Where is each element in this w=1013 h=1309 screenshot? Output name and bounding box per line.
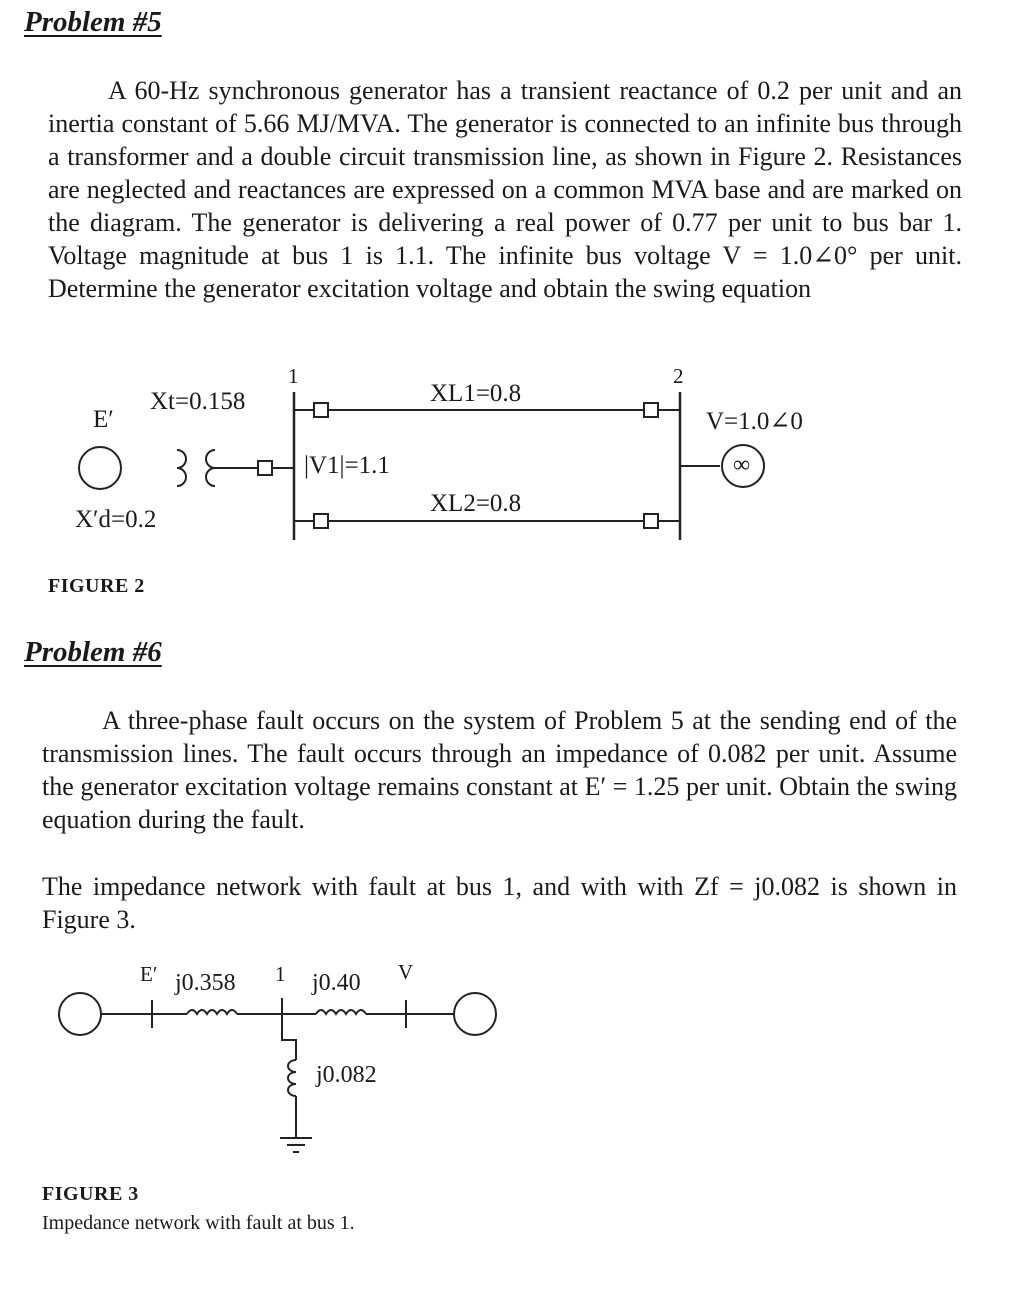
breaker xyxy=(314,403,328,417)
problem-5-body: A 60-Hz synchronous generator has a transient reactance of 0.2 per unit and an inertia constant of 5.66 MJ/MVA. The generator is connected to an infinite bus through a transformer and a double circuit transmission line, as shown in Figure 2. Resistances are neglected and reactances are expressed on a common MVA base and are marked on the diagram. The generator is delivering a real power of 0.77 per unit to bus bar 1. Voltage magnitude at bus 1 is 1.1. The infinite bus voltage V = 1.0∠0° per unit. Determine the generator excitation voltage and obtain the swing equation xyxy=(48,76,962,303)
v1-label: |V1|=1.1 xyxy=(304,452,390,479)
z1-label: j0.358 xyxy=(175,970,236,996)
generator-symbol xyxy=(79,447,121,489)
infinity-icon: ∞ xyxy=(733,452,751,478)
z2-label: j0.40 xyxy=(312,970,361,996)
e-prime-label: E′ xyxy=(140,962,158,986)
v-label: V xyxy=(398,960,414,984)
problem-6-body: A three-phase fault occurs on the system of Problem 5 at the sending end of the transmission lines. The fault occurs through an impedance of 0.082 per unit. Assume the generator excitation voltage remains constant at E′ = 1.25 per unit. Obtain the swing equation during the fault. xyxy=(42,706,957,834)
reactance-j0082 xyxy=(288,1060,296,1096)
transformer-winding-1 xyxy=(177,450,186,486)
figure-2-caption: FIGURE 2 xyxy=(48,575,145,597)
figure-3-caption: FIGURE 3 xyxy=(42,1183,139,1205)
breaker xyxy=(644,514,658,528)
problem-5-heading: Problem #5 xyxy=(24,6,162,38)
xt-label: Xt=0.158 xyxy=(150,388,246,415)
breaker xyxy=(314,514,328,528)
problem-6-network-text: The impedance network with fault at bus 1, and with with Zf = j0.082 is shown in Figure 3. xyxy=(42,872,957,934)
problem-6-text xyxy=(42,704,957,836)
v-infinite-label: V=1.0∠0 xyxy=(706,408,803,435)
figure-3-subcaption: Impedance network with fault at bus 1. xyxy=(42,1212,355,1234)
bus-2-label: 2 xyxy=(673,364,684,388)
generator-symbol xyxy=(59,993,101,1035)
xl2-label: XL2=0.8 xyxy=(430,490,522,517)
problem-6-heading: Problem #6 xyxy=(24,636,162,668)
xd-label: X′d=0.2 xyxy=(75,506,157,533)
reactance-j0358 xyxy=(187,1010,237,1014)
transformer-winding-2 xyxy=(206,450,215,486)
xl1-label: XL1=0.8 xyxy=(430,380,522,407)
bus-1-label: 1 xyxy=(288,364,299,388)
breaker xyxy=(644,403,658,417)
zf-label: j0.082 xyxy=(316,1062,377,1088)
breaker xyxy=(258,461,272,475)
figure-3-diagram xyxy=(59,993,496,1152)
infinite-bus-symbol xyxy=(454,993,496,1035)
reactance-j040 xyxy=(316,1010,366,1014)
e-prime-label: E′ xyxy=(93,406,114,433)
bus-1-label: 1 xyxy=(275,962,286,986)
